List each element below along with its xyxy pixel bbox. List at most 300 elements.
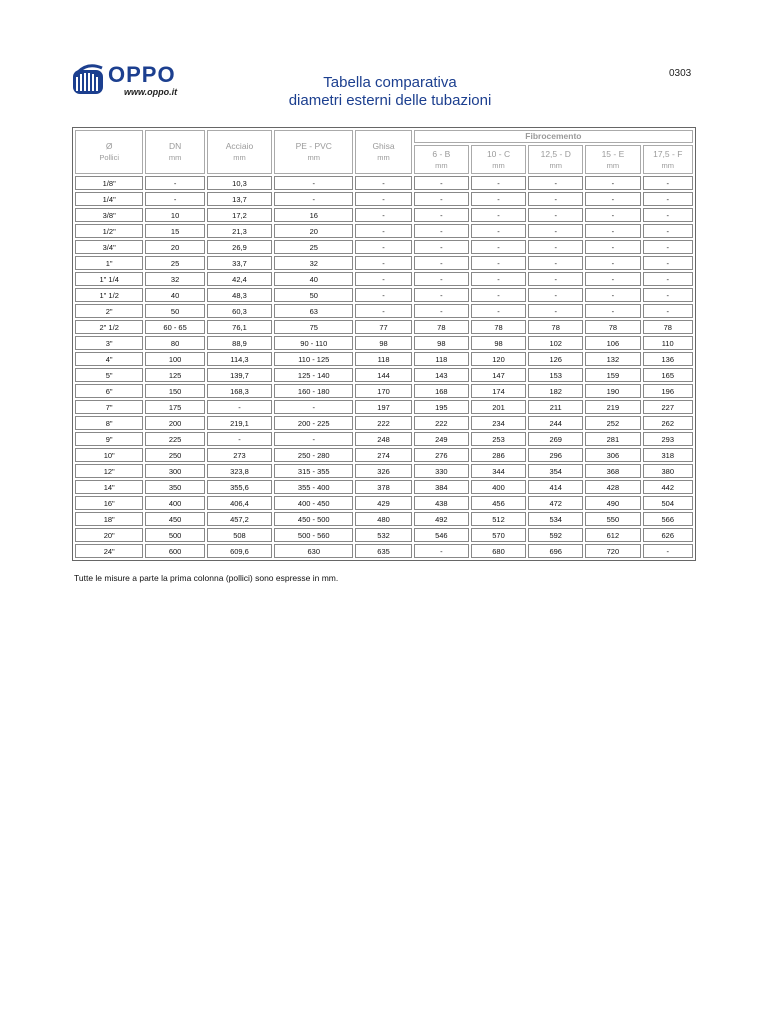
table-cell: 75 — [274, 320, 353, 334]
table-row — [75, 272, 693, 286]
table-cell: 680 — [471, 544, 526, 558]
table-row — [75, 448, 693, 462]
table-cell: 400 - 450 — [274, 496, 353, 510]
table-cell: - — [585, 256, 640, 270]
header-unit: mm — [606, 160, 620, 170]
title-line-1: Tabella comparativa — [323, 74, 457, 91]
table-row — [75, 208, 693, 222]
header-cell — [207, 130, 272, 174]
table-cell: 60 - 65 — [145, 320, 204, 334]
table-cell: - — [643, 192, 694, 206]
table-cell: - — [528, 192, 583, 206]
table-cell: 550 — [585, 512, 640, 526]
table-cell: 355 - 400 — [274, 480, 353, 494]
table-cell: - — [585, 192, 640, 206]
header-unit: Pollici — [99, 153, 119, 162]
table-cell: 262 — [643, 416, 694, 430]
table-row — [75, 496, 693, 510]
table-cell: 175 — [145, 400, 204, 414]
table-cell: 400 — [145, 496, 204, 510]
table-cell: - — [528, 176, 583, 190]
table-cell: 160 - 180 — [274, 384, 353, 398]
logo-url: www.oppo.it — [124, 87, 178, 97]
table-cell: 1" 1/2 — [75, 288, 143, 302]
table-cell: 1" — [75, 256, 143, 270]
table-cell: 315 - 355 — [274, 464, 353, 478]
table-cell: - — [528, 240, 583, 254]
table-cell: 480 — [355, 512, 411, 526]
table-cell: 508 — [207, 528, 272, 542]
table-cell: 600 — [145, 544, 204, 558]
table-row — [75, 176, 693, 190]
table-cell: 77 — [355, 320, 411, 334]
table-cell: 400 — [471, 480, 526, 494]
table-row — [75, 192, 693, 206]
table-cell: 78 — [585, 320, 640, 334]
table-cell: 48,3 — [207, 288, 272, 302]
table-cell: 50 — [274, 288, 353, 302]
table-cell: 281 — [585, 432, 640, 446]
table-cell: 570 — [471, 528, 526, 542]
table-cell: 414 — [528, 480, 583, 494]
table-cell: 144 — [355, 368, 411, 382]
table-cell: - — [585, 224, 640, 238]
table-cell: 8" — [75, 416, 143, 430]
header-unit: mm — [307, 153, 321, 162]
table-row — [75, 240, 693, 254]
table-cell: 635 — [355, 544, 411, 558]
table-cell: 532 — [355, 528, 411, 542]
table-cell: 98 — [355, 336, 411, 350]
table-cell: 3" — [75, 336, 143, 350]
table-row — [75, 368, 693, 382]
table-cell: 438 — [414, 496, 469, 510]
table-cell: 500 - 560 — [274, 528, 353, 542]
table-cell: 7" — [75, 400, 143, 414]
table-cell: 76,1 — [207, 320, 272, 334]
table-cell: 10" — [75, 448, 143, 462]
table-cell: 323,8 — [207, 464, 272, 478]
footnote: Tutte le misure a parte la prima colonna (pollici) sono espresse in mm. — [74, 573, 339, 583]
table-cell: 18" — [75, 512, 143, 526]
table-cell: - — [274, 432, 353, 446]
table-cell: 6" — [75, 384, 143, 398]
table-cell: 26,9 — [207, 240, 272, 254]
table-cell: - — [528, 288, 583, 302]
table-cell: 196 — [643, 384, 694, 398]
table-cell: 3/4" — [75, 240, 143, 254]
table-cell: 201 — [471, 400, 526, 414]
table-cell: 182 — [528, 384, 583, 398]
table-cell: - — [585, 208, 640, 222]
table-row — [75, 256, 693, 270]
table-cell: 200 - 225 — [274, 416, 353, 430]
table-cell: 10,3 — [207, 176, 272, 190]
table-row — [75, 528, 693, 542]
table-cell: 354 — [528, 464, 583, 478]
oppo-emblem-icon — [72, 62, 108, 96]
table-cell: 227 — [643, 400, 694, 414]
header-cell — [145, 130, 204, 174]
table-cell: 15 — [145, 224, 204, 238]
table-cell: 10 — [145, 208, 204, 222]
table-cell: - — [414, 224, 469, 238]
table-cell: 14" — [75, 480, 143, 494]
table-cell: 132 — [585, 352, 640, 366]
table-cell: - — [643, 224, 694, 238]
header-cell — [528, 145, 583, 174]
table-cell: - — [471, 288, 526, 302]
table-cell: 114,3 — [207, 352, 272, 366]
table-cell: - — [471, 240, 526, 254]
table-cell: 16 — [274, 208, 353, 222]
table-cell: 1/8" — [75, 176, 143, 190]
table-cell: - — [414, 256, 469, 270]
table-cell: 219,1 — [207, 416, 272, 430]
table-cell: 100 — [145, 352, 204, 366]
table-cell: 190 — [585, 384, 640, 398]
table-cell: 253 — [471, 432, 526, 446]
table-cell: 12" — [75, 464, 143, 478]
table-cell: 40 — [274, 272, 353, 286]
table-cell: 168 — [414, 384, 469, 398]
table-cell: 222 — [414, 416, 469, 430]
table-cell: 592 — [528, 528, 583, 542]
table-cell: 20 — [145, 240, 204, 254]
title-line-2: diametri esterni delle tubazioni — [288, 92, 492, 109]
table-cell: 500 — [145, 528, 204, 542]
table-cell: 428 — [585, 480, 640, 494]
table-cell: - — [585, 176, 640, 190]
table-cell: 720 — [585, 544, 640, 558]
table-cell: 274 — [355, 448, 411, 462]
table-cell: 546 — [414, 528, 469, 542]
pipe-diameter-table — [73, 128, 695, 560]
table-cell: 118 — [355, 352, 411, 366]
table-cell: - — [414, 176, 469, 190]
table-cell: 211 — [528, 400, 583, 414]
header-label: 10 - C — [486, 148, 511, 159]
table-row — [75, 336, 693, 350]
table-cell: - — [471, 208, 526, 222]
header-label: DN — [168, 141, 182, 151]
table-row — [75, 432, 693, 446]
table-cell: 609,6 — [207, 544, 272, 558]
table-cell: 300 — [145, 464, 204, 478]
table-cell: 252 — [585, 416, 640, 430]
table-cell: - — [355, 288, 411, 302]
table-cell: 32 — [274, 256, 353, 270]
table-cell: 195 — [414, 400, 469, 414]
header-cell — [585, 145, 640, 174]
table-cell: 174 — [471, 384, 526, 398]
table-cell: 32 — [145, 272, 204, 286]
table-cell: 244 — [528, 416, 583, 430]
table-cell: 318 — [643, 448, 694, 462]
table-cell: 1/2" — [75, 224, 143, 238]
header-cell — [414, 145, 469, 174]
table-cell: 78 — [414, 320, 469, 334]
table-cell: 78 — [643, 320, 694, 334]
table-cell: 326 — [355, 464, 411, 478]
table-cell: 118 — [414, 352, 469, 366]
table-cell: - — [414, 192, 469, 206]
table-cell: - — [274, 176, 353, 190]
header-unit: mm — [233, 153, 246, 162]
header-unit: mm — [435, 160, 448, 170]
table-cell: 378 — [355, 480, 411, 494]
table-cell: - — [471, 304, 526, 318]
table-cell: 33,7 — [207, 256, 272, 270]
table-cell: 126 — [528, 352, 583, 366]
table-cell: 248 — [355, 432, 411, 446]
table-cell: 106 — [585, 336, 640, 350]
table-cell: - — [528, 304, 583, 318]
table-cell: - — [643, 208, 694, 222]
table-cell: 286 — [471, 448, 526, 462]
table-cell: 78 — [471, 320, 526, 334]
table-cell: 504 — [643, 496, 694, 510]
table-cell: 273 — [207, 448, 272, 462]
table-cell: 17,2 — [207, 208, 272, 222]
table-row — [75, 224, 693, 238]
table-cell: 457,2 — [207, 512, 272, 526]
table-cell: - — [414, 288, 469, 302]
table-cell: - — [471, 192, 526, 206]
table-cell: 269 — [528, 432, 583, 446]
table-cell: 136 — [643, 352, 694, 366]
table-cell: 276 — [414, 448, 469, 462]
table-cell: 3/8" — [75, 208, 143, 222]
table-cell: 168,3 — [207, 384, 272, 398]
table-cell: 16" — [75, 496, 143, 510]
table-cell: 98 — [414, 336, 469, 350]
table-cell: 380 — [643, 464, 694, 478]
table-cell: - — [207, 432, 272, 446]
logo-wordmark: OPPO — [108, 62, 176, 87]
table-cell: 696 — [528, 544, 583, 558]
table-cell: - — [414, 544, 469, 558]
table-cell: - — [585, 240, 640, 254]
table-cell: - — [355, 224, 411, 238]
table-cell: - — [414, 240, 469, 254]
table-cell: 20 — [274, 224, 353, 238]
table-cell: 306 — [585, 448, 640, 462]
table-cell: 222 — [355, 416, 411, 430]
table-cell: - — [643, 288, 694, 302]
table-cell: 534 — [528, 512, 583, 526]
table-cell: - — [528, 224, 583, 238]
table-cell: 429 — [355, 496, 411, 510]
table-cell: 78 — [528, 320, 583, 334]
header-label: 15 - E — [601, 148, 625, 159]
header-unit: mm — [661, 160, 674, 170]
table-cell: 13,7 — [207, 192, 272, 206]
table-cell: 2" 1/2 — [75, 320, 143, 334]
table-row — [75, 352, 693, 366]
table-cell: - — [355, 256, 411, 270]
table-cell: 110 — [643, 336, 694, 350]
table-cell: 153 — [528, 368, 583, 382]
table-cell: - — [355, 208, 411, 222]
table-cell: 125 — [145, 368, 204, 382]
table-cell: - — [585, 272, 640, 286]
header-label: Acciaio — [225, 141, 254, 151]
header-unit: mm — [377, 153, 390, 162]
table-cell: - — [355, 304, 411, 318]
table-cell: - — [471, 176, 526, 190]
header-label: PE - PVC — [295, 141, 332, 151]
table-cell: 450 — [145, 512, 204, 526]
table-cell: 512 — [471, 512, 526, 526]
table-cell: 25 — [274, 240, 353, 254]
table-cell: - — [207, 400, 272, 414]
table-body — [75, 176, 693, 558]
table-cell: 296 — [528, 448, 583, 462]
table-cell: 566 — [643, 512, 694, 526]
table-cell: 50 — [145, 304, 204, 318]
table-cell: 42,4 — [207, 272, 272, 286]
table-cell: 63 — [274, 304, 353, 318]
table-cell: - — [355, 272, 411, 286]
table-cell: 330 — [414, 464, 469, 478]
table-cell: 143 — [414, 368, 469, 382]
table-cell: - — [528, 272, 583, 286]
header-unit: mm — [492, 160, 505, 170]
table-cell: 2" — [75, 304, 143, 318]
table-cell: 159 — [585, 368, 640, 382]
table-cell: 350 — [145, 480, 204, 494]
table-cell: 293 — [643, 432, 694, 446]
table-row — [75, 304, 693, 318]
table-cell: - — [145, 192, 204, 206]
table-cell: 250 - 280 — [274, 448, 353, 462]
table-cell: - — [585, 304, 640, 318]
fibrocemento-group-header: Fibrocemento — [414, 130, 693, 143]
table-cell: 170 — [355, 384, 411, 398]
table-cell: - — [355, 240, 411, 254]
table-cell: 450 - 500 — [274, 512, 353, 526]
table-cell: 384 — [414, 480, 469, 494]
table-cell: 4" — [75, 352, 143, 366]
table-cell: - — [528, 256, 583, 270]
table-row — [75, 480, 693, 494]
table-cell: - — [643, 304, 694, 318]
table-cell: 88,9 — [207, 336, 272, 350]
table-cell: 442 — [643, 480, 694, 494]
pipe-diameter-table-frame — [72, 127, 696, 561]
table-cell: 234 — [471, 416, 526, 430]
table-cell: 90 - 110 — [274, 336, 353, 350]
header-label: Ø — [105, 141, 113, 151]
table-cell: 21,3 — [207, 224, 272, 238]
table-cell: 25 — [145, 256, 204, 270]
table-cell: - — [414, 272, 469, 286]
table-cell: - — [414, 208, 469, 222]
table-cell: 612 — [585, 528, 640, 542]
table-cell: - — [643, 176, 694, 190]
table-cell: - — [355, 192, 411, 206]
table-row — [75, 288, 693, 302]
header-label: 12,5 - D — [540, 148, 571, 159]
oppo-logo — [72, 62, 196, 102]
header-cell — [75, 130, 143, 174]
table-cell: 472 — [528, 496, 583, 510]
table-cell: 250 — [145, 448, 204, 462]
table-row — [75, 416, 693, 430]
table-cell: 490 — [585, 496, 640, 510]
header-unit: mm — [168, 153, 182, 162]
table-row — [75, 384, 693, 398]
table-cell: - — [528, 208, 583, 222]
table-cell: 456 — [471, 496, 526, 510]
header-cell — [355, 130, 411, 174]
header-label: Ghisa — [372, 141, 395, 151]
table-row — [75, 320, 693, 334]
header-unit: mm — [549, 160, 562, 170]
table-cell: 219 — [585, 400, 640, 414]
table-cell: - — [471, 224, 526, 238]
table-row — [75, 544, 693, 558]
header-label: 17,5 - F — [653, 148, 683, 159]
table-cell: 110 - 125 — [274, 352, 353, 366]
table-cell: 368 — [585, 464, 640, 478]
table-cell: - — [471, 256, 526, 270]
table-cell: - — [145, 176, 204, 190]
table-cell: 24" — [75, 544, 143, 558]
table-cell: 1/4" — [75, 192, 143, 206]
table-cell: 197 — [355, 400, 411, 414]
table-cell: - — [643, 544, 694, 558]
table-cell: 1" 1/4 — [75, 272, 143, 286]
table-cell: 200 — [145, 416, 204, 430]
table-cell: - — [643, 272, 694, 286]
header-label: 6 - B — [432, 148, 451, 159]
table-cell: - — [471, 272, 526, 286]
table-cell: 102 — [528, 336, 583, 350]
table-cell: - — [414, 304, 469, 318]
table-cell: 630 — [274, 544, 353, 558]
table-cell: 60,3 — [207, 304, 272, 318]
header-cell — [643, 145, 694, 174]
table-cell: 492 — [414, 512, 469, 526]
page-title — [240, 74, 540, 110]
table-cell: 150 — [145, 384, 204, 398]
table-cell: - — [585, 288, 640, 302]
table-cell: 98 — [471, 336, 526, 350]
table-cell: 5" — [75, 368, 143, 382]
table-cell: 355,6 — [207, 480, 272, 494]
table-row — [75, 512, 693, 526]
table-cell: 40 — [145, 288, 204, 302]
table-cell: 9" — [75, 432, 143, 446]
table-cell: 20" — [75, 528, 143, 542]
document-code: 0303 — [669, 68, 692, 79]
table-cell: 139,7 — [207, 368, 272, 382]
table-cell: 406,4 — [207, 496, 272, 510]
table-cell: - — [643, 256, 694, 270]
table-cell: - — [274, 400, 353, 414]
table-row — [75, 400, 693, 414]
table-cell: - — [274, 192, 353, 206]
table-row — [75, 464, 693, 478]
table-cell: 249 — [414, 432, 469, 446]
table-cell: 344 — [471, 464, 526, 478]
table-cell: - — [355, 176, 411, 190]
header-cell — [471, 145, 526, 174]
table-cell: 80 — [145, 336, 204, 350]
table-cell: 626 — [643, 528, 694, 542]
